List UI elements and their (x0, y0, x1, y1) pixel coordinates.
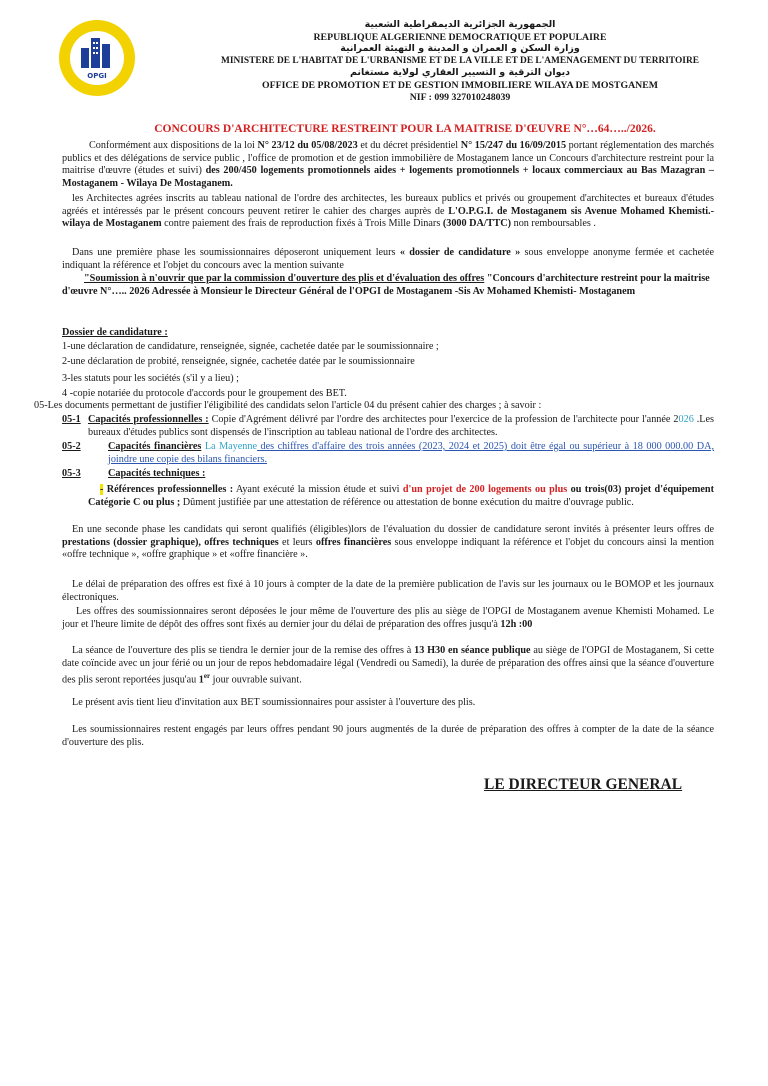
dossier-item-1: 1-une déclaration de candidature, renseignée, signée, cachetée datée par le soumissionnaire ; (62, 341, 439, 352)
page-title: CONCOURS D'ARCHITECTURE RESTREINT POUR LA MAITRISE D'ŒUVRE N°…64…../2026. (154, 123, 656, 135)
invitation-paragraph: Le présent avis tient lieu d'invitation aux BET soumissionnaires pour assister à l'ouverture des plis. (72, 697, 476, 708)
dossier-item-2: 2-une déclaration de probité, renseignée, signée, cachetée datée par le soumissionnaire (62, 356, 415, 367)
capacity-technical-label: Capacités techniques : (108, 468, 206, 479)
capacity-num-3: 05-3 (62, 468, 81, 479)
opening-session-paragraph: La séance de l'ouverture des plis se tiendra le dernier jour de la remise des offres à 13 H30 en séance publique au siège de l'OPGI de Mostaganem, Si cette date coïncide avec un jour férié ou un jour de repos hebdomadaire légal (Vendredi ou Samedi), la durée de préparation des offres ainsi que la séance d'ouverture des plis seront reportées jusqu'au 1er jour ouvrable suivant. (62, 645, 714, 686)
validity-paragraph: Les soumissionnaires restent engagés par leurs offres pendant 90 jours augmentés de la durée de préparation des offres à compter de la date de la séance d'ouverture des plis. (62, 724, 714, 748)
submission-mention: "Soumission à n'ouvrir que par la commission d'ouverture des plis et d'évaluation des offres "Concours d'architecture restreint pour la maitrise d'œuvre N°….. 2026 Adressée à Monsieur le Directeur Général de l'OPGI de Mostaganem -Sis Av Mohamed Khemisti- Mostaganem (62, 273, 710, 297)
delay-paragraph: Le délai de préparation des offres est fixé à 10 jours à compter de la date de la première publication de l'avis sur les journaux ou le BOMOP et les journaux électroniques. (62, 579, 714, 603)
eligibility-paragraph: les Architectes agrées inscrits au tableau national de l'ordre des architectes, les bureaux publics et privés ou groupement d'architectes et bureaux d'études agréés et intéressés par le présent concours peuvent retirer le cahier des charges auprès de L'O.P.G.I. de Mostaganem sis Avenue Mohamed Khemisti.-wilaya de Mostaganem contre paiement des frais de reproduction fixés à Trois Mille Dinars (3000 DA/TTC) non remboursables . (62, 193, 714, 230)
second-phase-paragraph: En une seconde phase les candidats qui seront qualifiés (éligibles)lors de l'évaluation du dossier de candidature seront invités à présenter leurs offres de prestations (dossier graphique), offres techniques et leurs offres financières sous enveloppe indiquant la référence et l'objet du concours ainsi la mention «offre technique », «offre graphique » et «offre financière ». (62, 524, 715, 561)
dossier-item-5: 05-Les documents permettant de justifier l'éligibilité des candidats selon l'article 04 du présent cahier des charges ; à savoir : (34, 400, 542, 411)
capacity-num-2: 05-2 (62, 441, 81, 452)
deposit-paragraph: Les offres des soumissionnaires seront déposées le jour même de l'ouverture des plis au siège de l'OPGI de Mostaganem avenue Khemisti Mohamed. Le jour et l'heure limite de dépôt des offres sont fixés au dernier jour du délai de préparation des offres jusqu'à 12h :00 (62, 606, 714, 630)
header-french-2: MINISTERE DE L'HABITAT DE L'URBANISME ET DE LA VILLE ET DE L'AMENAGEMENT DU TERRITOIRE (221, 56, 699, 66)
intro-paragraph: Conformément aux dispositions de la loi N° 23/12 du 05/08/2023 et du décret présidentiel N° 15/247 du 16/09/2015 portant réglementation des marchés publics et des délégations de service public , l'office de promotion et de gestion immobilière de Mostaganem lance un Concours d'architecture restreint pour la maitrise d'œuvre (études et suivi) des 200/450 logements promotionnels aides + logements promotionnels + locaux commerciaux au Bas Mazagran –Mostaganem - Wilaya De Mostaganem. (62, 140, 715, 189)
capacity-technical: - Références professionnelles : Ayant exécuté la mission étude et suivi d'un projet de 200 logements ou plus ou trois(03) projet d'équipement Catégorie C ou plus ; Dûment justifiée par une attestation de référence ou attestation de bonne exécution du maitre d'ouvrage public. (88, 484, 714, 508)
dossier-heading: Dossier de candidature : (62, 327, 168, 338)
capacity-professional: Capacités professionnelles : Copie d'Agrément délivré par l'ordre des architectes pour l'exercice de la profession de l'architecte pour l'année 2026 .Les bureaux d'études publics sont dispensés de l'inscription au tableau national de l'ordre des architectes. (88, 414, 715, 438)
header-nif: NIF : 099 327010248039 (409, 92, 511, 103)
dossier-item-3: 3-les statuts pour les sociétés (s'il y a lieu) ; (62, 373, 239, 384)
logo-text: OPGI (87, 72, 107, 80)
opgi-logo (57, 18, 137, 98)
first-phase-paragraph: Dans une première phase les soumissionnaires déposeront uniquement leurs « dossier de candidature » sous enveloppe anonyme fermée et cachetée indiquant la référence et l'objet du concours avec la mention suivante (62, 247, 714, 271)
director-signature: LE DIRECTEUR GENERAL (484, 776, 683, 793)
header-arabic-3: ديوان الترقية و التسيير العقاري لولاية مستغانم (349, 67, 571, 78)
capacity-num-1: 05-1 (62, 414, 81, 425)
header-arabic-2: وزارة السكن و العمران و المدينة و التهيئة العمرانية (340, 43, 580, 54)
header-french-1: REPUBLIQUE ALGERIENNE DEMOCRATIQUE ET POPULAIRE (313, 32, 607, 43)
dossier-item-4: 4 -copie notariée du protocole d'accords pour le groupement des BET. (62, 388, 347, 399)
capacity-financial: Capacités financières La Mayenne des chiffres d'affaire des trois années (2023, 2024 et 2025) doit être égal ou supérieur à 18 000 000.00 DA, joindre une copie des bilans financiers. (108, 441, 714, 465)
header-french-3: OFFICE DE PROMOTION ET DE GESTION IMMOBILIERE WILAYA DE MOSTGANEM (261, 80, 659, 91)
header-arabic-1: الجمهورية الجزائرية الديمقراطية الشعبية (364, 19, 556, 30)
